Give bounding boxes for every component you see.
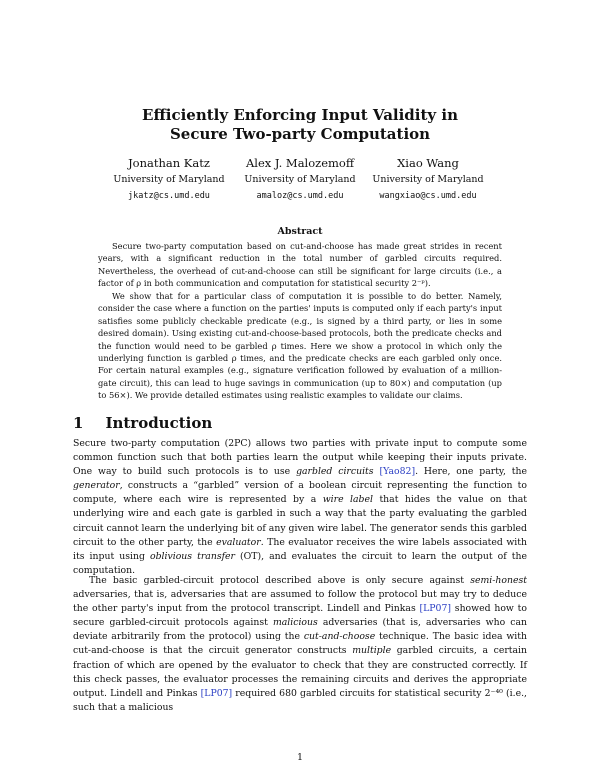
citation-link[interactable]: [LP07] <box>419 603 452 615</box>
author-name: Jonathan Katz <box>128 156 210 170</box>
author-affiliation: University of Maryland <box>244 174 356 185</box>
text-run: technique. The basic idea with cut-and-choose is that the circuit generator constructs <box>73 631 528 657</box>
emphasis: malicious <box>272 617 318 629</box>
text-run: . Here, one party, the <box>415 466 527 478</box>
paper-title-line-2: Secure Two-party Computation <box>169 125 431 143</box>
text-run: (OT), and evaluates the circuit to learn the output of the computation. <box>73 550 527 576</box>
emphasis: wire label <box>322 494 373 506</box>
author-affiliation: University of Maryland <box>372 174 484 185</box>
section-title: Introduction <box>105 414 213 432</box>
section-heading <box>73 414 212 432</box>
author-name: Xiao Wang <box>397 156 459 170</box>
section-number: 1 <box>73 414 84 432</box>
author-email: amaloz@cs.umd.edu <box>256 191 344 201</box>
paper-title-line-1: Efficiently Enforcing Input Validity in <box>142 106 458 124</box>
author-affiliation: University of Maryland <box>113 174 225 185</box>
text-run: that hides the value on that underlying wire and each gate is garbled in such a way that the party evaluating the garbled circuit cannot learn the underlying bit of any given wire label. The generator sends this garbled circuit to the other party, the <box>73 494 527 548</box>
intro-paragraph-1 <box>73 437 527 578</box>
page-number: 1 <box>296 752 304 763</box>
abstract-paragraph-1: Secure two-party computation based on cut-and-choose has made great strides in recent years, with a significant reduction in the total number of garbled circuits required. Nevertheless, the overhead of cut-and-choose can still be significant for large circuits (i.e., a factor of ρ in both communication and computation for statistical security 2⁻ᵖ). <box>98 241 502 289</box>
text-run: required 680 garbled circuits for statistical security 2⁻⁴⁰ (i.e., such that a malicious <box>73 687 528 713</box>
emphasis: oblivious transfer <box>149 550 235 562</box>
text-run: showed how to secure garbled-circuit protocols against <box>73 603 527 629</box>
text-run: garbled circuits, a certain fraction of which are opened by the evaluator to check that they are constructed correctly. If this check passes, the evaluator processes the remaining circuits and derives the appropriate output. Lindell and Pinkas <box>73 645 527 699</box>
text-run: adversaries, that is, adversaries that are assumed to follow the protocol but may try to deduce the other party's input from the protocol transcript. Lindell and Pinkas <box>73 589 527 615</box>
abstract-paragraph-2: We show that for a particular class of computation it is possible to do better. Namely, consider the case where a function on the parties' inputs is computed only if each party's input satisfies some publicly checkable predicate (e.g., is signed by a third party, or lies in some desired domain). Using existing cut-and-choose-based protocols, both the predicate checks and the function would need to be garbled ρ times. Here we show a protocol in which only the underlying function is garbled ρ times, and the predicate checks are each garbled only once. For certain natural examples (e.g., signature verification followed by evaluation of a million-gate circuit), this can lead to huge savings in communication (up to 80×) and computation (up to 56×). We provide detailed estimates using realistic examples to validate our claims. <box>98 291 502 401</box>
text-run: . The evaluator receives the wire labels associated with its input using <box>73 536 527 562</box>
emphasis: evaluator <box>216 536 261 548</box>
emphasis: generator <box>73 480 120 492</box>
author-email: wangxiao@cs.umd.edu <box>379 191 477 201</box>
citation-link[interactable]: [LP07] <box>200 687 233 699</box>
text-run: , constructs a “garbled” version of a boolean circuit representing the function to compute, where each wire is represented by a <box>73 480 527 506</box>
emphasis: cut-and-choose <box>303 631 376 643</box>
text-run: The basic garbled-circuit protocol described above is only secure against <box>89 575 471 586</box>
emphasis: semi-honest <box>470 575 527 586</box>
author-email: jkatz@cs.umd.edu <box>128 191 210 201</box>
text-run: Secure two-party computation (2PC) allows two parties with private input to compute some common function such that both parties learn the output while keeping their inputs private. One way to build such protocols is to use <box>73 438 527 478</box>
abstract-heading: Abstract <box>277 226 323 237</box>
text-run: adversaries (that is, adversaries who can deviate arbitrarily from the protocol) using the <box>73 617 528 643</box>
emphasis: multiple <box>352 645 392 657</box>
citation-link[interactable]: [Yao82] <box>379 466 416 478</box>
author-3 <box>343 156 513 201</box>
intro-paragraph-2 <box>73 574 527 715</box>
emphasis: garbled circuits <box>296 466 374 478</box>
author-name: Alex J. Malozemoff <box>245 156 355 170</box>
